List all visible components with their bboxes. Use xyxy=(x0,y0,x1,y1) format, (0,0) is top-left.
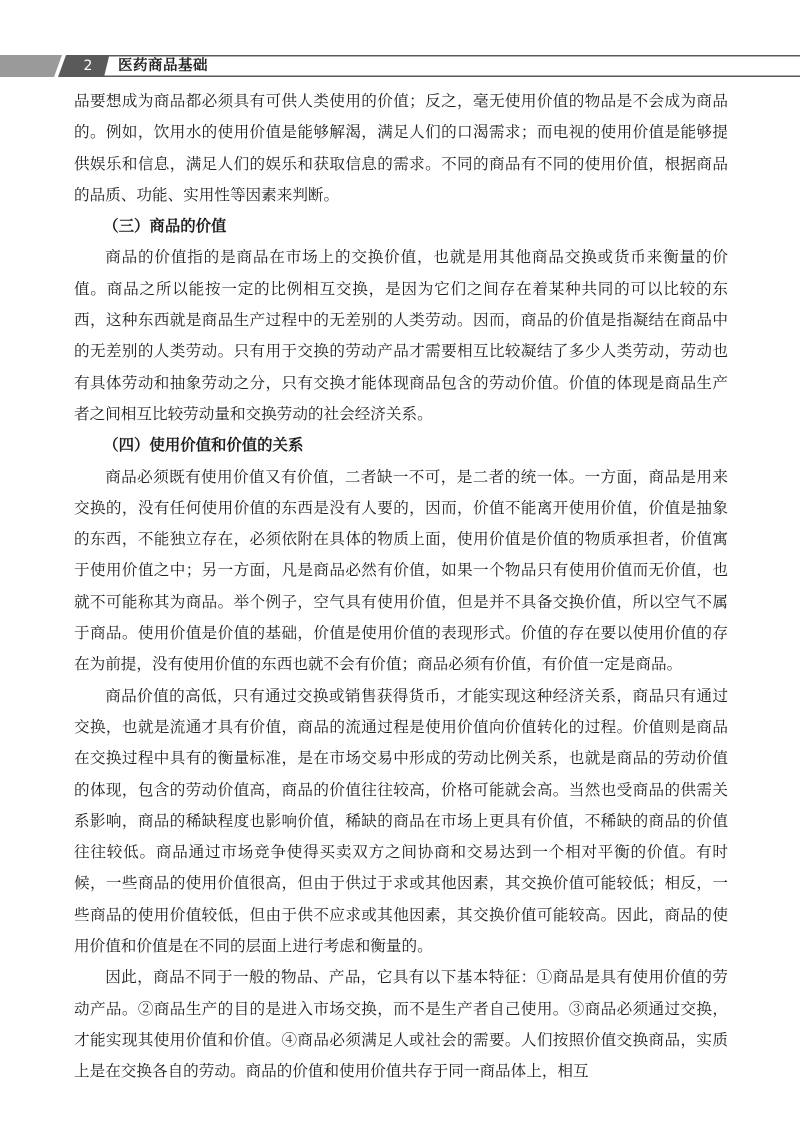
paragraph-commodity-value: 商品的价值指的是商品在市场上的交换价值，也就是用其他商品交换或货币来衡量的价值。商品之所以能按一定的比例相互交换，是因为它们之间存在着某种共同的可以比较的东西，这种东西就是商品生产过程中的无差别的人类劳动。因而，商品的价值是指凝结在商品中的无差别的人类劳动。只有用于交换的劳动产品才需要相互比较凝结了多少人类劳动，劳动也有具体劳动和抽象劳动之分，只有交换才能体现商品包含的劳动价值。价值的体现是商品生产者之间相互比较劳动量和交换劳动的社会经济关系。 xyxy=(74,248,728,423)
paragraph-use-value-and-value: 商品必须既有使用价值又有价值，二者缺一不可，是二者的统一体。一方面，商品是用来交换的，没有任何使用价值的东西是没有人要的，因而，价值不能离开使用价值，价值是抽象的东西，不能独立存在，必须依附在具体的物质上面，使用价值是价值的物质承担者，价值寓于使用价值之中；另一方面，凡是商品必然有价值，如果一个物品只有使用价值而无价值，也就不可能称其为商品。举个例子，空气具有使用价值，但是并不具备交换价值，所以空气不属于商品。使用价值是价值的基础，价值是使用价值的表现形式。价值的存在要以使用价值的存在为前提，没有使用价值的东西也就不会有价值；商品必须有价值，有价值一定是商品。 xyxy=(74,467,728,674)
section-heading-value: （三）商品的价值 xyxy=(103,217,227,236)
book-title: 医药商品基础 xyxy=(118,58,208,74)
paragraph-use-value-continued: 品要想成为商品都必须具有可供人类使用的价值；反之，毫无使用价值的物品是不会成为商品的。例如，饮用水的使用价值是能够解渴，满足人们的口渴需求；而电视的使用价值是能够提供娱乐和信息，满足人们的娱乐和获取信息的需求。不同的商品有不同的使用价值，根据商品的品质、功能、实用性等因素来判断。 xyxy=(74,92,728,204)
section-heading-relationship: （四）使用价值和价值的关系 xyxy=(103,436,304,455)
header-rule xyxy=(104,76,800,78)
paragraph-value-level: 商品价值的高低，只有通过交换或销售获得货币，才能实现这种经济关系，商品只有通过交换，也就是流通才具有价值，商品的流通过程是使用价值向价值转化的过程。价值则是商品在交换过程中具有的衡量标准，是在市场交易中形成的劳动比例关系，也就是商品的劳动价值的体现，包含的劳动价值高，商品的价值往往较高，价格可能就会高。当然也受商品的供需关系影响，商品的稀缺程度也影响价值，稀缺的商品在市场上更具有价值，不稀缺的商品的价值往往较低。商品通过市场竞争使得买卖双方之间协商和交易达到一个相对平衡的价值。有时候，一些商品的使用价值很高，但由于供过于求或其他因素，其交换价值可能较低；相反，一些商品的使用价值较低，但由于供不应求或其他因素，其交换价值可能较高。因此，商品的使用价值和价值是在不同的层面上进行考虑和衡量的。 xyxy=(74,686,728,956)
page-body xyxy=(74,86,728,1088)
page-number: 2 xyxy=(83,58,93,74)
page-header xyxy=(0,55,800,77)
header-left-accent xyxy=(0,55,62,77)
paragraph-basic-features: 因此，商品不同于一般的物品、产品，它具有以下基本特征：①商品是具有使用价值的劳动产品。②商品生产的目的是进入市场交换，而不是生产者自己使用。③商品必须通过交换，才能实现其使用价值和价值。④商品必须满足人或社会的需要。人们按照价值交换商品，实质上是在交换各自的劳动。商品的价值和使用价值共存于同一商品体上，相互 xyxy=(74,968,728,1081)
